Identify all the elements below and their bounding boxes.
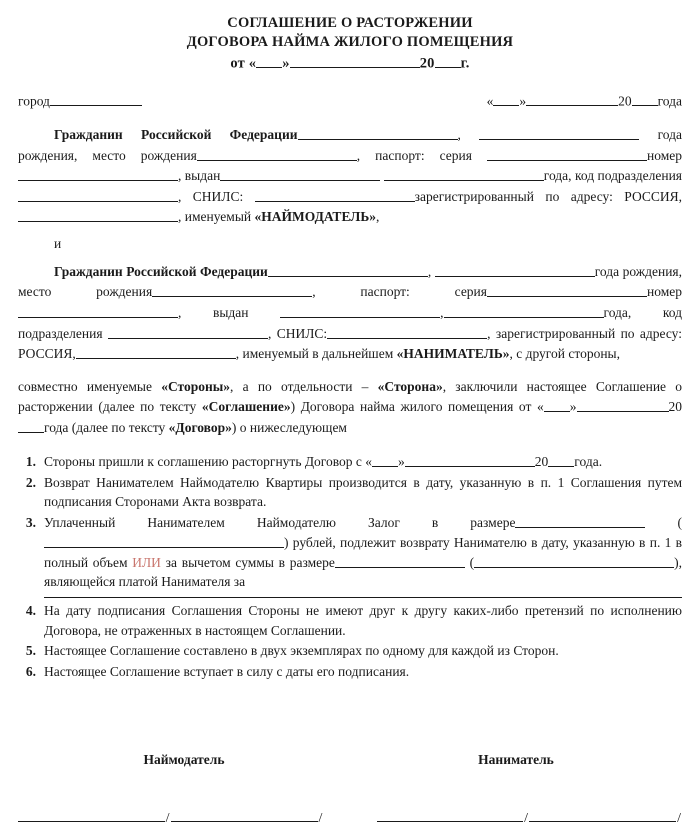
- tenant-slash-2: /: [677, 811, 681, 827]
- landlord-name-print-blank[interactable]: [171, 821, 318, 822]
- clause-item: [18, 513, 682, 600]
- landlord-t8: зарегистрированный по адресу: РОССИЯ,: [414, 188, 682, 204]
- tenant-t6: , выдан: [178, 304, 249, 320]
- preamble-contract-year-blank[interactable]: [18, 419, 44, 432]
- clause-text: Настоящее Соглашение составлено в двух экземплярах по одному для каждой из Сторон.: [44, 643, 559, 659]
- clause3-deduction-amount-blank[interactable]: [335, 554, 465, 567]
- preamble-contract-term: «Договор»: [168, 419, 232, 435]
- clause-number: 1.: [25, 454, 36, 470]
- landlord-t2: года рождения, место рождения: [18, 127, 683, 163]
- landlord-party-paragraph: [18, 125, 682, 228]
- landlord-issuer-blank[interactable]: [220, 168, 380, 181]
- signature-title-landlord: Наймодатель: [143, 752, 225, 768]
- clause3-deduction-words-blank[interactable]: [474, 554, 674, 567]
- tenant-signature-blank[interactable]: [377, 821, 524, 822]
- landlord-t9: ,: [178, 209, 182, 225]
- tenant-birthplace-blank[interactable]: [152, 284, 312, 297]
- clause3-paren-open-2: (: [469, 554, 475, 570]
- tenant-name-blank[interactable]: [268, 264, 428, 277]
- preamble-p3: , заключили настоящее Соглашение о расторжении (далее по тексту: [18, 378, 682, 415]
- title-line-2: ДОГОВОРА НАЙМА ЖИЛОГО ПОМЕЩЕНИЯ: [186, 33, 514, 50]
- conjunction-line: и: [54, 235, 62, 251]
- clause3-deposit-words-blank[interactable]: [44, 534, 284, 547]
- clause3-deposit-amount-blank[interactable]: [515, 515, 645, 528]
- tenant-t5: номер: [647, 284, 683, 300]
- landlord-t4: номер: [646, 147, 682, 163]
- landlord-lead: Гражданин Российской Федерации: [54, 127, 298, 143]
- date-field: [487, 93, 682, 109]
- city-blank[interactable]: [50, 93, 142, 106]
- tenant-lead: Гражданин Российской Федерации: [54, 263, 268, 279]
- tenant-t1: ,: [427, 263, 432, 279]
- tenant-t9: , СНИЛС:: [267, 325, 328, 341]
- clause3-or-highlight: ИЛИ: [132, 554, 161, 570]
- title-date-line: [18, 54, 682, 73]
- tenant-t4: серия: [454, 284, 487, 300]
- signature-line-tenant[interactable]: [377, 811, 682, 827]
- title-line-1: СОГЛАШЕНИЕ О РАСТОРЖЕНИИ: [227, 15, 473, 31]
- preamble-p6: 20: [668, 399, 682, 415]
- clause3-purpose-blank[interactable]: [44, 597, 682, 598]
- city-label: город: [18, 93, 50, 109]
- signature-lines-row: [18, 811, 682, 827]
- date-year-suffix: года: [657, 93, 682, 109]
- tenant-address-blank[interactable]: [76, 346, 236, 359]
- clause-text: Настоящее Соглашение вступает в силу с даты его подписания.: [44, 664, 410, 680]
- preamble-p4: ) Договора найма жилого помещения от «: [290, 399, 544, 415]
- tenant-t7: ,: [440, 304, 444, 320]
- clause3-a: Уплаченный Нанимателем Наймодателю Залог в размере: [44, 515, 516, 531]
- landlord-snils-blank[interactable]: [255, 189, 415, 202]
- clause1-b: »: [398, 454, 405, 470]
- landlord-name-blank[interactable]: [298, 127, 458, 140]
- landlord-t5: , выдан: [178, 168, 221, 184]
- signature-block: [18, 752, 682, 827]
- clause-number: 6.: [25, 664, 36, 680]
- tenant-issuer-blank[interactable]: [280, 305, 440, 318]
- landlord-slash-1: /: [165, 811, 170, 827]
- tenant-t3: , паспорт:: [312, 284, 410, 300]
- clause-item: [18, 452, 682, 472]
- tenant-t12: , именуемый в дальнейшем: [235, 346, 397, 362]
- date-year-blank[interactable]: [632, 93, 658, 106]
- preamble-contract-day-blank[interactable]: [544, 399, 570, 412]
- tenant-t13: , с другой: [509, 346, 565, 362]
- tenant-birthdate-blank[interactable]: [435, 264, 595, 277]
- tenant-party-paragraph: [18, 262, 682, 365]
- tenant-t14: стороны,: [568, 346, 620, 362]
- city-date-row: [18, 93, 682, 109]
- landlord-issue-date-blank[interactable]: [384, 168, 544, 181]
- landlord-t1: ,: [457, 127, 480, 143]
- landlord-department-code-blank[interactable]: [18, 189, 178, 202]
- clause-text: [44, 513, 682, 600]
- date-quote-close: »: [519, 93, 527, 109]
- clause-text: Возврат Нанимателем Наймодателю Квартиры производится в дату, указанную в п. 1 Соглашения путем подписания Сторонами Акта возврата.: [44, 474, 682, 510]
- landlord-named-suffix: ,: [376, 209, 380, 225]
- clause1-a: Стороны пришли к соглашению расторгнуть Договор с «: [44, 454, 373, 470]
- preamble-agreement-term: «Соглашение»: [201, 399, 291, 415]
- tenant-t8: года, код подразделения: [18, 304, 683, 341]
- clause3-paren-open-1: (: [677, 515, 683, 531]
- landlord-address-blank[interactable]: [18, 209, 178, 222]
- title-date-mid: »: [282, 55, 290, 72]
- landlord-slash-2: /: [318, 811, 323, 827]
- date-quote-open: «: [486, 93, 494, 109]
- tenant-role-label: «НАНИМАТЕЛЬ»: [396, 346, 510, 362]
- signature-titles-row: [18, 752, 682, 768]
- date-day-blank[interactable]: [493, 93, 519, 106]
- tenant-issue-date-blank[interactable]: [444, 305, 604, 318]
- preamble-party-term: «Сторона»: [377, 378, 443, 394]
- title-date-prefix: от «: [230, 55, 257, 72]
- tenant-name-print-blank[interactable]: [529, 821, 676, 822]
- clause-item: [18, 641, 682, 661]
- clause1-day-blank[interactable]: [372, 454, 398, 467]
- landlord-signature-blank[interactable]: [18, 821, 165, 822]
- clause1-month-blank[interactable]: [405, 454, 535, 467]
- signature-line-landlord[interactable]: [18, 811, 323, 827]
- landlord-named-prefix: именуемый: [184, 209, 255, 225]
- signature-title-tenant: Наниматель: [478, 752, 554, 768]
- tenant-passport-series-blank[interactable]: [487, 284, 647, 297]
- clause-number: 5.: [25, 643, 36, 659]
- preamble-p5: »: [569, 399, 577, 415]
- preamble-parties-term: «Стороны»: [161, 378, 231, 394]
- city-field: [18, 93, 142, 109]
- clause-number: 2.: [25, 474, 36, 490]
- clause-number: 4.: [25, 603, 36, 618]
- preamble-p8: ) о нижеследующем: [231, 419, 347, 435]
- clause3-c: ) рублей, подлежит возврату Нанимателю в дату, указанную в п. 1 в полный объем: [44, 534, 682, 570]
- preamble-contract-month-blank[interactable]: [577, 399, 669, 412]
- landlord-t6: года, код подразделения: [543, 168, 683, 184]
- title-year-blank[interactable]: [435, 54, 461, 68]
- clause-item: [18, 473, 682, 512]
- clause-text: [44, 452, 682, 472]
- landlord-birthdate-blank[interactable]: [479, 127, 639, 140]
- landlord-birthplace-blank[interactable]: [197, 147, 357, 160]
- clause-item: [18, 662, 682, 682]
- preamble-p1: совместно именуемые: [18, 378, 162, 394]
- preamble-p7: года (далее по тексту: [44, 419, 169, 435]
- document-title: [18, 14, 682, 73]
- title-month-blank[interactable]: [290, 54, 420, 68]
- clause-list: [18, 452, 682, 682]
- clause3-f: ), являющейся платой Нанимателя за: [44, 554, 682, 590]
- landlord-t3: , паспорт: серия: [356, 147, 472, 163]
- tenant-t10: , зарегистрированный по адресу:: [487, 325, 683, 341]
- tenant-snils-blank[interactable]: [327, 325, 487, 338]
- clause-item: [18, 601, 682, 640]
- clause1-d: года.: [574, 454, 603, 470]
- landlord-role-label: «НАЙМОДАТЕЛЬ»: [254, 209, 377, 225]
- preamble-p2: , а по отдельности –: [230, 378, 378, 394]
- date-month-blank[interactable]: [526, 93, 618, 106]
- landlord-t7: , СНИЛС:: [178, 188, 244, 204]
- tenant-department-code-blank[interactable]: [108, 325, 268, 338]
- title-date-suffix: г.: [460, 55, 470, 72]
- title-date-year: 20: [419, 55, 435, 72]
- tenant-t2: года рождения, место рождения: [18, 263, 682, 300]
- clause-text: На дату подписания Соглашения Стороны не имеют друг к другу каких-либо претензий по исполнению Договора, не отраженных в настоящем Соглашении.: [44, 603, 682, 638]
- landlord-passport-series-blank[interactable]: [487, 147, 647, 160]
- preamble-paragraph: [18, 377, 682, 439]
- clause1-c: 20: [534, 454, 549, 470]
- date-year-prefix: 20: [618, 93, 632, 109]
- clause3-d: за вычетом суммы в размере: [160, 554, 335, 570]
- clause-number: 3.: [25, 515, 36, 531]
- tenant-slash-1: /: [524, 811, 529, 827]
- tenant-t11: РОССИЯ,: [18, 346, 76, 362]
- title-day-blank[interactable]: [256, 54, 282, 68]
- clause1-year-blank[interactable]: [548, 454, 574, 467]
- landlord-passport-number-blank[interactable]: [18, 168, 178, 181]
- tenant-passport-number-blank[interactable]: [18, 305, 178, 318]
